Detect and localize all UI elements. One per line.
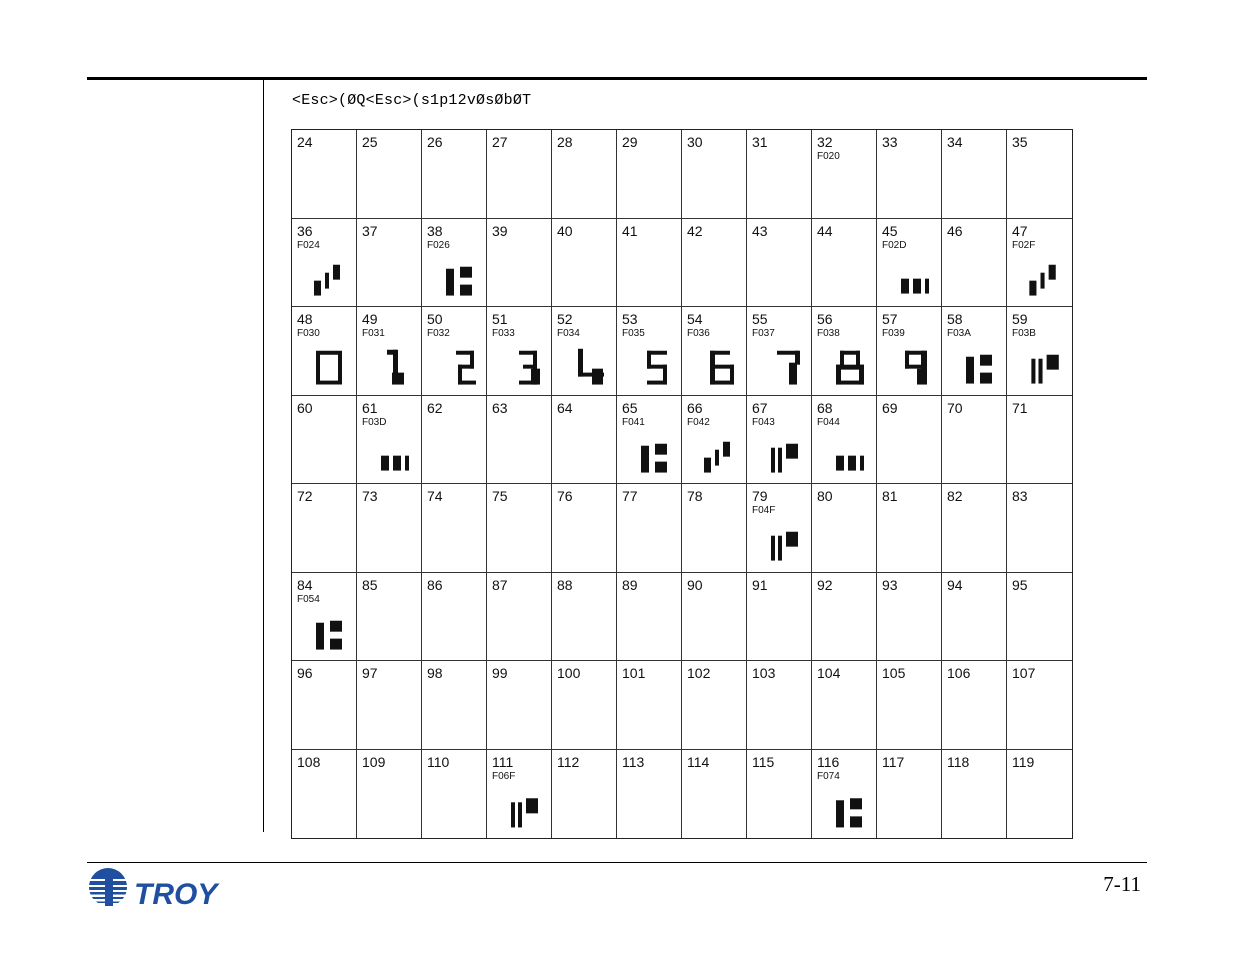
- char-code-decimal: 80: [817, 488, 833, 504]
- char-code-decimal: 111: [492, 753, 514, 770]
- char-cell: [617, 307, 682, 396]
- char-code-decimal: 37: [362, 222, 378, 239]
- char-cell: [552, 750, 617, 839]
- char-code-decimal: 98: [427, 665, 443, 681]
- char-cell: [1007, 130, 1072, 219]
- micr-amount-glyph-icon: [747, 484, 811, 572]
- char-cell: [617, 219, 682, 308]
- char-cell: [877, 130, 942, 219]
- char-code-decimal: 52: [557, 311, 573, 327]
- char-code-decimal: 107: [1012, 665, 1036, 681]
- char-code-decimal: 85: [362, 576, 378, 593]
- char-code-hex: F020: [817, 151, 840, 162]
- micr-transit-glyph-icon: [812, 750, 876, 839]
- char-cell: [292, 130, 357, 219]
- micr-digit-1-glyph-icon: [357, 307, 421, 395]
- char-code-decimal: 105: [882, 665, 906, 681]
- char-cell: [552, 396, 617, 485]
- char-cell: [747, 661, 812, 750]
- char-cell: [292, 307, 357, 396]
- char-cell: [812, 396, 877, 485]
- char-code-decimal: 45: [882, 222, 898, 239]
- char-code-decimal: 40: [557, 222, 573, 239]
- char-cell: [422, 219, 487, 308]
- char-code-decimal: 35: [1012, 134, 1028, 150]
- char-code-decimal: 59: [1012, 311, 1028, 327]
- char-cell: [617, 661, 682, 750]
- char-cell: [877, 396, 942, 485]
- char-code-decimal: 116: [817, 753, 840, 770]
- char-code-decimal: 90: [687, 576, 703, 593]
- char-code-hex: F024: [297, 239, 320, 251]
- char-code-decimal: 93: [882, 576, 898, 593]
- char-code-decimal: 55: [752, 311, 768, 327]
- char-cell: [357, 573, 422, 662]
- micr-digit-4-glyph-icon: [552, 307, 616, 395]
- char-cell: [942, 573, 1007, 662]
- char-code-decimal: 24: [297, 134, 313, 150]
- char-code-decimal: 69: [882, 399, 898, 416]
- char-code-decimal: 75: [492, 488, 508, 504]
- char-cell: [422, 396, 487, 485]
- top-rule: [87, 77, 1147, 80]
- char-code-decimal: 38: [427, 222, 443, 239]
- char-cell: [682, 484, 747, 573]
- char-cell: [942, 661, 1007, 750]
- char-cell: [552, 219, 617, 308]
- micr-on-us-glyph-icon: [1007, 219, 1072, 307]
- micr-dash-glyph-icon: [877, 219, 941, 307]
- char-code-decimal: 53: [622, 311, 638, 327]
- char-code-decimal: 34: [947, 134, 963, 150]
- char-cell: [747, 307, 812, 396]
- char-code-decimal: 68: [817, 399, 833, 416]
- char-code-decimal: 48: [297, 311, 313, 327]
- char-cell: [942, 484, 1007, 573]
- char-cell: [682, 219, 747, 308]
- char-cell: [682, 750, 747, 839]
- char-cell: [747, 484, 812, 573]
- char-code-hex: F039: [882, 328, 905, 339]
- char-code-decimal: 86: [427, 576, 443, 593]
- character-set-table: [291, 129, 1073, 839]
- micr-dash-glyph-icon: [812, 396, 876, 484]
- char-cell: [617, 484, 682, 573]
- char-code-decimal: 106: [947, 665, 971, 681]
- char-code-decimal: 76: [557, 488, 573, 504]
- char-cell: [942, 396, 1007, 485]
- char-code-decimal: 99: [492, 665, 508, 681]
- page-number: 7-11: [1103, 872, 1141, 896]
- char-code-decimal: 110: [427, 753, 450, 770]
- micr-transit-glyph-icon: [942, 307, 1006, 395]
- char-cell: [812, 750, 877, 839]
- char-code-hex: F06F: [492, 770, 516, 782]
- char-cell: [292, 484, 357, 573]
- char-code-hex: F04F: [752, 505, 776, 516]
- char-code-decimal: 87: [492, 576, 508, 593]
- char-cell: [1007, 750, 1072, 839]
- char-code-decimal: 46: [947, 222, 963, 239]
- char-cell: [1007, 484, 1072, 573]
- micr-digit-5-glyph-icon: [617, 307, 681, 395]
- char-code-hex: F026: [427, 239, 450, 251]
- char-code-decimal: 92: [817, 576, 833, 593]
- char-cell: [552, 307, 617, 396]
- char-cell: [292, 661, 357, 750]
- char-code-decimal: 60: [297, 399, 313, 416]
- micr-on-us-glyph-icon: [682, 396, 746, 484]
- char-cell: [357, 750, 422, 839]
- char-code-hex: F038: [817, 328, 840, 339]
- char-cell: [1007, 661, 1072, 750]
- char-cell: [812, 130, 877, 219]
- char-code-decimal: 36: [297, 222, 313, 239]
- char-code-hex: F035: [622, 328, 645, 339]
- char-cell: [812, 219, 877, 308]
- micr-amount-glyph-icon: [487, 750, 551, 839]
- micr-transit-glyph-icon: [617, 396, 681, 484]
- troy-logo: [88, 866, 223, 910]
- char-code-decimal: 61: [362, 399, 378, 416]
- char-cell: [487, 484, 552, 573]
- char-code-decimal: 73: [362, 488, 378, 504]
- char-cell: [552, 130, 617, 219]
- char-cell: [487, 307, 552, 396]
- char-cell: [422, 307, 487, 396]
- char-code-decimal: 77: [622, 488, 638, 504]
- char-cell: [1007, 573, 1072, 662]
- char-code-decimal: 100: [557, 665, 581, 681]
- char-cell: [747, 396, 812, 485]
- char-cell: [617, 396, 682, 485]
- char-cell: [682, 130, 747, 219]
- char-code-decimal: 108: [297, 753, 321, 770]
- char-code-hex: F03A: [947, 328, 971, 339]
- char-code-decimal: 89: [622, 576, 638, 593]
- micr-digit-6-glyph-icon: [682, 307, 746, 395]
- char-code-decimal: 81: [882, 488, 898, 504]
- char-code-decimal: 96: [297, 665, 313, 681]
- char-cell: [357, 484, 422, 573]
- char-code-decimal: 101: [622, 665, 646, 681]
- char-code-hex: F037: [752, 328, 775, 339]
- char-code-hex: F074: [817, 770, 840, 782]
- char-code-decimal: 39: [492, 222, 508, 239]
- char-cell: [877, 750, 942, 839]
- char-cell: [617, 130, 682, 219]
- char-code-hex: F036: [687, 328, 710, 339]
- troy-logo-icon: [88, 866, 223, 910]
- char-code-decimal: 57: [882, 311, 898, 327]
- micr-digit-0-glyph-icon: [292, 307, 356, 395]
- char-code-decimal: 103: [752, 665, 776, 681]
- char-code-decimal: 114: [687, 753, 710, 770]
- char-code-hex: F041: [622, 416, 645, 428]
- char-code-decimal: 113: [622, 753, 645, 770]
- char-cell: [877, 219, 942, 308]
- char-cell: [682, 573, 747, 662]
- char-cell: [357, 396, 422, 485]
- char-cell: [292, 573, 357, 662]
- char-cell: [487, 219, 552, 308]
- char-code-hex: F02D: [882, 239, 907, 251]
- char-code-decimal: 88: [557, 576, 573, 593]
- char-cell: [552, 573, 617, 662]
- char-cell: [1007, 219, 1072, 308]
- char-cell: [357, 219, 422, 308]
- char-cell: [487, 661, 552, 750]
- char-cell: [552, 661, 617, 750]
- char-cell: [877, 484, 942, 573]
- char-cell: [487, 130, 552, 219]
- char-cell: [747, 750, 812, 839]
- char-code-decimal: 94: [947, 576, 963, 593]
- micr-amount-glyph-icon: [1007, 307, 1072, 395]
- char-cell: [617, 573, 682, 662]
- char-code-decimal: 50: [427, 311, 443, 327]
- char-cell: [292, 396, 357, 485]
- char-cell: [487, 750, 552, 839]
- char-cell: [552, 484, 617, 573]
- char-cell: [942, 750, 1007, 839]
- char-code-decimal: 70: [947, 399, 963, 416]
- char-code-decimal: 117: [882, 753, 905, 770]
- char-cell: [487, 573, 552, 662]
- char-cell: [292, 219, 357, 308]
- char-cell: [422, 750, 487, 839]
- char-code-decimal: 97: [362, 665, 378, 681]
- char-code-decimal: 31: [752, 134, 768, 150]
- char-code-hex: F030: [297, 328, 320, 339]
- char-code-decimal: 29: [622, 134, 638, 150]
- char-code-hex: F043: [752, 416, 775, 428]
- char-code-decimal: 32: [817, 134, 833, 150]
- char-code-decimal: 66: [687, 399, 703, 416]
- micr-digit-3-glyph-icon: [487, 307, 551, 395]
- char-cell: [1007, 307, 1072, 396]
- char-code-decimal: 62: [427, 399, 443, 416]
- char-code-decimal: 58: [947, 311, 963, 327]
- char-cell: [877, 307, 942, 396]
- char-code-decimal: 43: [752, 222, 768, 239]
- char-code-hex: F03D: [362, 416, 387, 428]
- char-cell: [682, 307, 747, 396]
- char-code-hex: F032: [427, 328, 450, 339]
- char-cell: [422, 661, 487, 750]
- char-code-decimal: 54: [687, 311, 703, 327]
- char-code-hex: F033: [492, 328, 515, 339]
- micr-transit-glyph-icon: [422, 219, 486, 307]
- char-code-decimal: 30: [687, 134, 703, 150]
- char-cell: [357, 130, 422, 219]
- char-code-decimal: 51: [492, 311, 508, 327]
- char-code-decimal: 115: [752, 753, 775, 770]
- char-code-decimal: 82: [947, 488, 963, 504]
- char-cell: [617, 750, 682, 839]
- char-cell: [357, 307, 422, 396]
- char-code-decimal: 63: [492, 399, 508, 416]
- char-cell: [422, 484, 487, 573]
- char-cell: [877, 573, 942, 662]
- char-cell: [487, 396, 552, 485]
- char-code-decimal: 72: [297, 488, 313, 504]
- char-code-decimal: 119: [1012, 753, 1035, 770]
- char-code-hex: F044: [817, 416, 840, 428]
- char-code-decimal: 26: [427, 134, 443, 150]
- char-code-decimal: 47: [1012, 222, 1028, 239]
- char-code-decimal: 41: [622, 222, 638, 239]
- footer-rule: [87, 862, 1147, 863]
- char-cell: [422, 573, 487, 662]
- micr-on-us-glyph-icon: [292, 219, 356, 307]
- char-code-decimal: 49: [362, 311, 378, 327]
- char-code-decimal: 71: [1012, 399, 1028, 416]
- char-code-hex: F054: [297, 593, 320, 605]
- micr-digit-7-glyph-icon: [747, 307, 811, 395]
- char-code-hex: F03B: [1012, 328, 1036, 339]
- char-code-hex: F034: [557, 328, 580, 339]
- char-code-decimal: 95: [1012, 576, 1028, 593]
- char-code-decimal: 27: [492, 134, 508, 150]
- char-cell: [292, 750, 357, 839]
- char-cell: [812, 661, 877, 750]
- char-cell: [747, 219, 812, 308]
- micr-digit-8-glyph-icon: [812, 307, 876, 395]
- char-code-decimal: 102: [687, 665, 711, 681]
- micr-dash-glyph-icon: [357, 396, 421, 484]
- char-cell: [812, 307, 877, 396]
- char-code-decimal: 104: [817, 665, 841, 681]
- micr-transit-glyph-icon: [292, 573, 356, 661]
- char-cell: [942, 130, 1007, 219]
- char-cell: [877, 661, 942, 750]
- troy-logo-text: TROY: [134, 878, 218, 910]
- micr-amount-glyph-icon: [747, 396, 811, 484]
- micr-digit-2-glyph-icon: [422, 307, 486, 395]
- char-code-decimal: 25: [362, 134, 378, 150]
- char-cell: [1007, 396, 1072, 485]
- char-cell: [682, 661, 747, 750]
- char-code-decimal: 42: [687, 222, 703, 239]
- char-cell: [812, 573, 877, 662]
- char-code-decimal: 112: [557, 753, 580, 770]
- char-cell: [747, 573, 812, 662]
- char-code-decimal: 83: [1012, 488, 1028, 504]
- char-code-decimal: 118: [947, 753, 970, 770]
- char-cell: [357, 661, 422, 750]
- char-code-hex: F02F: [1012, 239, 1036, 251]
- char-code-decimal: 64: [557, 399, 573, 416]
- char-code-hex: F042: [687, 416, 710, 428]
- char-code-decimal: 84: [297, 576, 313, 593]
- char-code-decimal: 91: [752, 576, 768, 593]
- escape-sequence-command: <Esc>(ØQ<Esc>(s1p12vØsØbØT: [292, 92, 532, 109]
- char-code-hex: F031: [362, 328, 385, 339]
- char-code-decimal: 79: [752, 488, 768, 504]
- char-code-decimal: 65: [622, 399, 638, 416]
- char-code-decimal: 33: [882, 134, 898, 150]
- char-code-decimal: 28: [557, 134, 573, 150]
- char-cell: [747, 130, 812, 219]
- char-code-decimal: 44: [817, 222, 833, 239]
- left-margin-rule: [263, 80, 264, 832]
- char-code-decimal: 109: [362, 753, 386, 770]
- char-cell: [942, 219, 1007, 308]
- char-cell: [942, 307, 1007, 396]
- char-cell: [422, 130, 487, 219]
- char-cell: [812, 484, 877, 573]
- char-code-decimal: 78: [687, 488, 703, 504]
- micr-digit-9-glyph-icon: [877, 307, 941, 395]
- char-code-decimal: 67: [752, 399, 768, 416]
- char-code-decimal: 56: [817, 311, 833, 327]
- char-code-decimal: 74: [427, 488, 443, 504]
- char-cell: [682, 396, 747, 485]
